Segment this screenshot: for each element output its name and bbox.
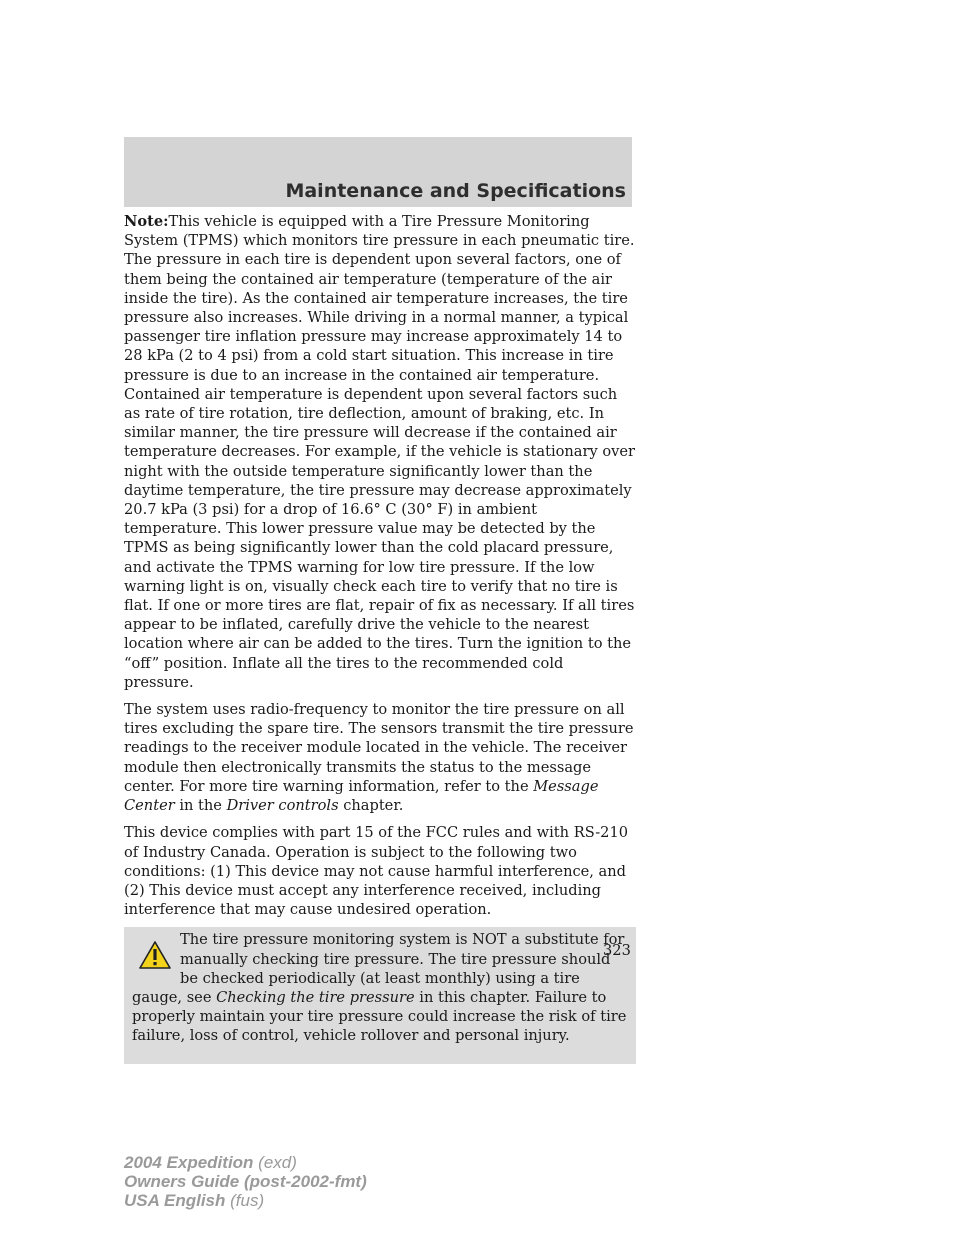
footer-line-3 [124,1191,367,1210]
footer-language: USA English [124,1191,226,1210]
section-header-band [124,137,632,207]
warning-text [132,930,628,1045]
page-number: 323 [603,942,631,959]
section-title: Maintenance and Specifications [285,180,626,202]
note-text: This vehicle is equipped with a Tire Pressure Monitoring System (TPMS) which monitors tire pressure in each pneumatic tire. The pressure in each tire is dependent upon several factors, one of them being the contained air temperature (temperature of the air inside the tire). As the contained air temperature increases, the tire pressure also increases. While driving in a normal manner, a typical passenger tire inflation pressure may increase approximately 14 to 28 kPa (2 to 4 psi) from a cold start situation. This increase in tire pressure is due to an increase in the contained air temperature. Contained air temperature is dependent upon several factors such as rate of tire rotation, tire deflection, amount of braking, etc. In similar manner, the tire pressure will decrease if the contained air temperature decreases. For example, if the vehicle is stationary over night with the outside temperature significantly lower than the daytime temperature, the tire pressure may decrease approximately 20.7 kPa (3 psi) for a drop of 16.6° C (30° F) in ambient temperature. This lower pressure value may be detected by the TPMS as being significantly lower than the cold placard pressure, and activate the TPMS warning for low tire pressure. If the low warning light is on, visually check each tire to verify that no tire is flat. If one or more tires are flat, repair of fix as necessary. If all tires appear to be inflated, carefully drive the vehicle to the nearest location where air can be added to the tires. Turn the ignition to the “off” position. Inflate all the tires to the recommended cold pressure. [124,213,636,691]
fcc-paragraph: This device complies with part 15 of the FCC rules and with RS-210 of Industry Canada. Operation is subject to the following two conditions: (1) This device may not cause harmful interference, and (2) This device must accept any interference received, including interference that may cause undesired operation. [124,824,629,919]
message-center-reference: Message Center [124,777,599,815]
footer-language-code: (fus) [225,1191,265,1210]
driver-controls-reference: Driver controls [226,797,339,815]
warning-text-start: The tire pressure monitoring system is NOT a substitute for manually checking tire pressure. The tire pressure should be checked periodically (at least monthly) using a tire gauge, see [132,931,625,1006]
warning-triangle-icon [138,940,172,970]
page-body [124,212,636,1064]
checking-tire-pressure-reference: Checking the tire pressure [216,988,415,1006]
warning-box [124,927,636,1063]
footer-line-1 [124,1153,367,1172]
system-text-connector: in the [174,797,227,815]
footer-model-code: (exd) [253,1153,297,1172]
document-footer [124,1153,367,1210]
note-label: Note: [124,213,169,230]
system-text: The system uses radio-frequency to monitor the tire pressure on all tires excluding the spare tire. The sensors transmit the tire pressure readings to the receiver module located in the vehicle. The receiver module then electronically transmits the status to the message center. For more tire warning information, refer to the [124,701,634,795]
warning-text-end: in this chapter. Failure to properly maintain your tire pressure could increase the risk of tire failure, loss of control, vehicle rollover and personal injury. [132,988,627,1045]
system-text-end: chapter. [338,797,404,815]
footer-line-2: Owners Guide (post-2002-fmt) [124,1172,367,1191]
footer-model: 2004 Expedition [124,1153,254,1172]
system-paragraph [124,700,636,815]
note-paragraph [124,212,636,692]
